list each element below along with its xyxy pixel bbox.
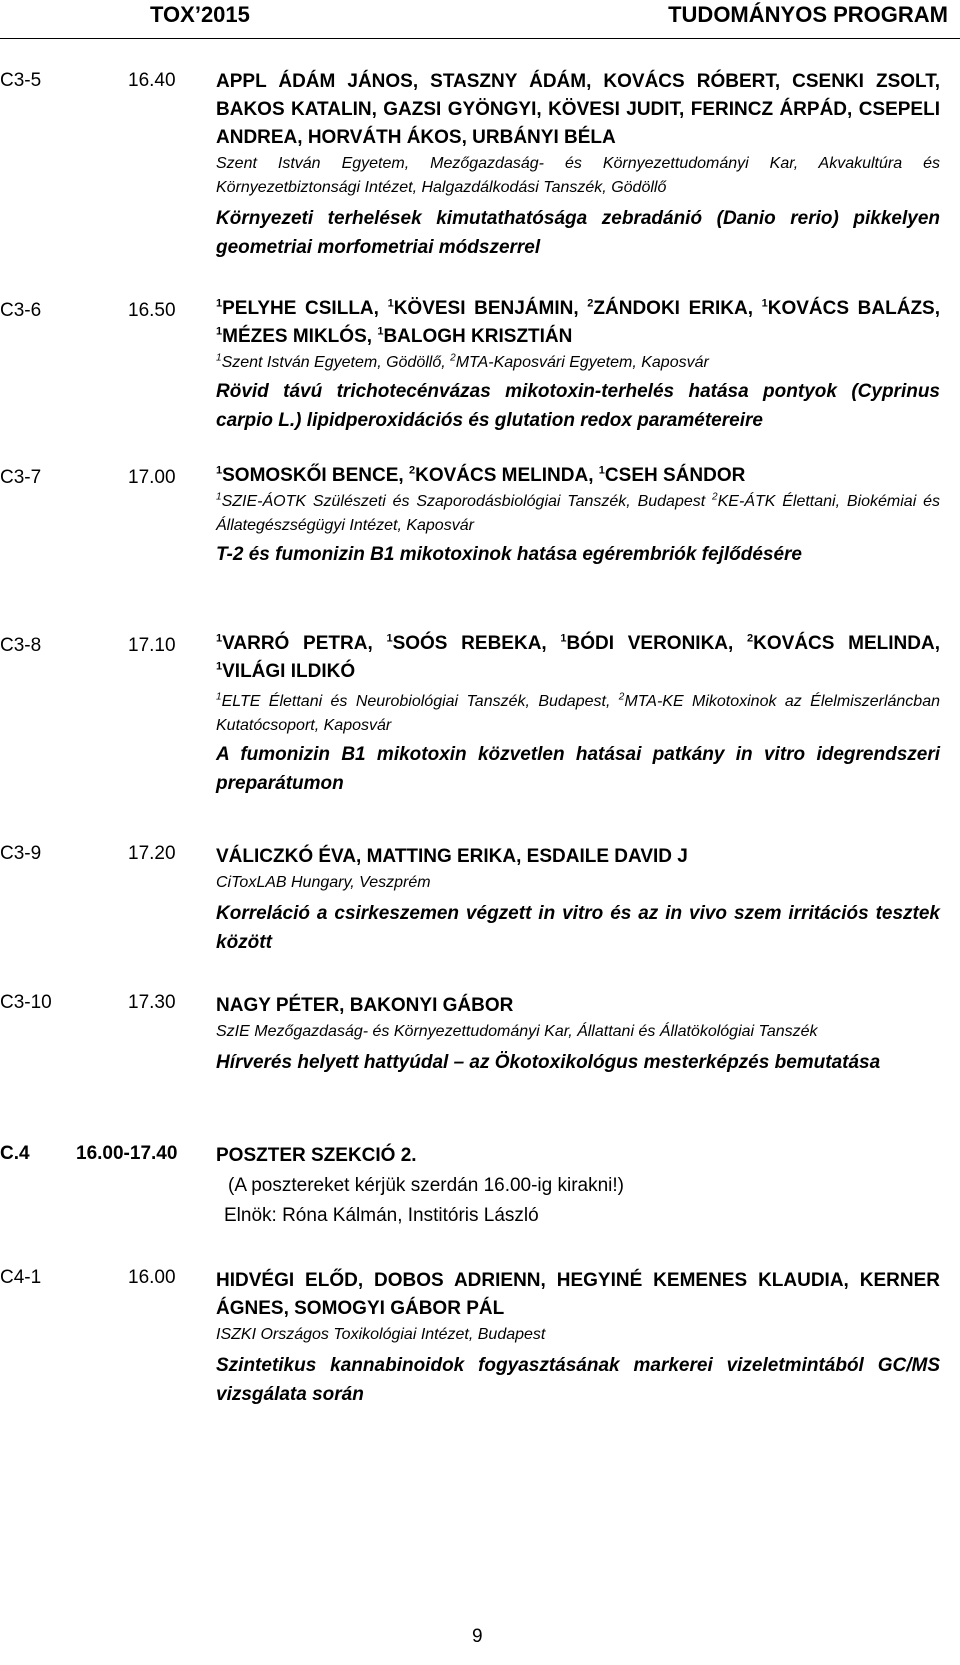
entry-title: Környezeti terhelések kimutathatósága zebradánió (Danio rerio) pikkelyen geometriai morfometriai módszerrel xyxy=(216,208,940,258)
entry-authors: HIDVÉGI ELŐD, DOBOS ADRIENN, HEGYINÉ KEMENES KLAUDIA, KERNER ÁGNES, SOMOGYI GÁBOR PÁL xyxy=(216,1270,940,1319)
entry-title: T-2 és fumonizin B1 mikotoxinok hatása egérembriók fejlődésére xyxy=(216,544,803,565)
session-time: 16.00-17.40 xyxy=(76,1143,178,1164)
entry-affiliation: $^1$SZIE-ÁOTK Szülészeti és Szaporodásbiológiai Tanszék, Budapest $^2$KE-ÁTK Élettani, Biokémiai és Állategészségügyi Intézet, Kaposvár xyxy=(216,491,940,534)
entry-time: 17.30 xyxy=(128,992,176,1013)
page-number: 9 xyxy=(472,1626,483,1647)
entry-title: Korreláció a csirkeszemen végzett in vitro és az in vivo szem irritációs tesztek között xyxy=(216,903,940,953)
entry-code: C3-9 xyxy=(0,843,42,864)
entry-authors: $^1$SOMOSKŐI BENCE, $^2$KOVÁCS MELINDA, $^1$CSEH SÁNDOR xyxy=(216,464,746,486)
entry-code: C4-1 xyxy=(0,1267,42,1288)
session-note: (A posztereket kérjük szerdán 16.00-ig kirakni!) xyxy=(228,1175,625,1196)
entry-title: Szintetikus kannabinoidok fogyasztásának markerei vizeletmintából GC/MS vizsgálata során xyxy=(216,1355,940,1405)
entry-time: 16.40 xyxy=(128,70,176,91)
session-code: C.4 xyxy=(0,1143,30,1164)
entry-affiliation: CiToxLAB Hungary, Veszprém xyxy=(216,874,431,891)
entry-content xyxy=(216,992,940,1077)
session-title: POSZTER SZEKCIÓ 2. xyxy=(216,1145,417,1166)
entry-content xyxy=(216,68,940,262)
entry-content xyxy=(216,630,940,798)
entry-title: Rövid távú trichotecénvázas mikotoxin-terhelés hatása pontyok (Cyprinus carpio L.) lipidperoxidációs és glutation redox paramétereire xyxy=(216,381,940,431)
entry-time: 16.00 xyxy=(128,1267,176,1288)
entry-affiliation: $^1$Szent István Egyetem, Gödöllő, $^2$MTA-Kaposvári Egyetem, Kaposvár xyxy=(216,352,709,371)
entry-authors: NAGY PÉTER, BAKONYI GÁBOR xyxy=(216,995,514,1016)
entry-content xyxy=(216,843,940,957)
entry-title: Hírverés helyett hattyúdal – az Ökotoxikológus mesterképzés bemutatása xyxy=(216,1052,881,1073)
entry-code: C3-7 xyxy=(0,467,42,488)
entry-code: C3-6 xyxy=(0,300,42,321)
entry-time: 16.50 xyxy=(128,300,176,321)
entry-authors: APPL ÁDÁM JÁNOS, STASZNY ÁDÁM, KOVÁCS RÓBERT, CSENKI ZSOLT, BAKOS KATALIN, GAZSI GYÖNGYI, KÖVESI JUDIT, FERINCZ ÁRPÁD, CSEPELI ANDREA, HORVÁTH ÁKOS, URBÁNYI BÉLA xyxy=(216,71,940,148)
entry-code: C3-10 xyxy=(0,992,52,1013)
entry-code: C3-5 xyxy=(0,70,42,91)
entry-content xyxy=(216,295,940,435)
session-content xyxy=(216,1141,940,1231)
header-conference-name: TOX’2015 xyxy=(150,2,250,27)
entry-content xyxy=(216,1267,940,1409)
entry-time: 17.10 xyxy=(128,635,176,656)
header-divider xyxy=(0,38,960,39)
session-chair: Elnök: Róna Kálmán, Institóris László xyxy=(224,1205,539,1226)
entry-authors: $^1$PELYHE CSILLA, $^1$KÖVESI BENJÁMIN, $^2$ZÁNDOKI ERIKA, $^1$KOVÁCS BALÁZS, $^1$MÉZES MIKLÓS, $^1$BALOGH KRISZTIÁN xyxy=(216,297,941,347)
entry-content xyxy=(216,462,940,569)
entry-code: C3-8 xyxy=(0,635,42,656)
header-section-title: TUDOMÁNYOS PROGRAM xyxy=(668,2,948,27)
entry-affiliation: SzIE Mezőgazdaság- és Környezettudományi Kar, Állattani és Állatökológiai Tanszék xyxy=(216,1023,818,1040)
entry-time: 17.20 xyxy=(128,843,176,864)
entry-authors: VÁLICZKÓ ÉVA, MATTING ERIKA, ESDAILE DAVID J xyxy=(216,846,688,867)
entry-affiliation: ISZKI Országos Toxikológiai Intézet, Budapest xyxy=(216,1326,546,1343)
entry-time: 17.00 xyxy=(128,467,176,488)
entry-affiliation: $^1$ELTE Élettani és Neurobiológiai Tanszék, Budapest, $^2$MTA-KE Mikotoxinok az Élelmiszerláncban Kutatócsoport, Kaposvár xyxy=(216,691,940,734)
entry-authors: $^1$VARRÓ PETRA, $^1$SOÓS REBEKA, $^1$BÓDI VERONIKA, $^2$KOVÁCS MELINDA, $^1$VILÁGI ILDIKÓ xyxy=(216,632,940,682)
entry-title: A fumonizin B1 mikotoxin közvetlen hatásai patkány in vitro idegrendszeri preparátumon xyxy=(216,744,940,794)
entry-affiliation: Szent István Egyetem, Mezőgazdaság- és Környezettudományi Kar, Akvakultúra és Környezetbiztonsági Intézet, Halgazdálkodási Tanszék, Gödöllő xyxy=(216,155,940,196)
